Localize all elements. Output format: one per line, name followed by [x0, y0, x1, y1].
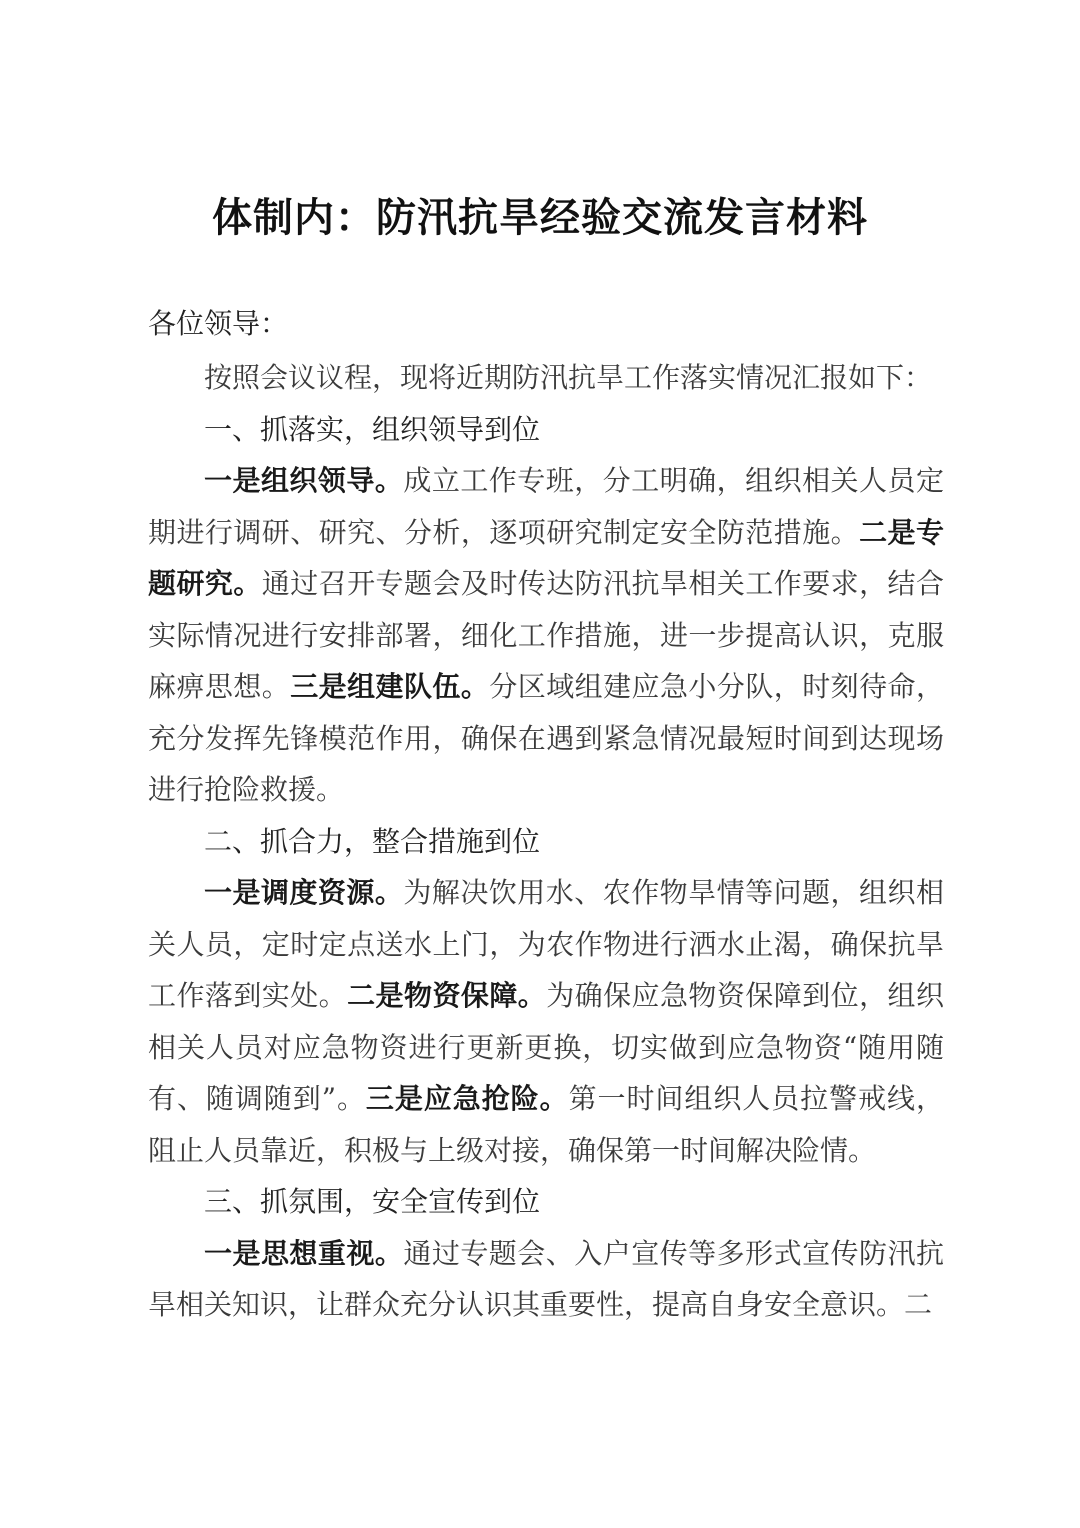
- item-lead: 二是专题研究。: [148, 515, 944, 600]
- section-paragraph: [148, 455, 944, 816]
- item-text: 为确保应急物资保障到位，组织相关人员对应急物资进行更新更换，切实做到应急物资“随用随有、随调随到”。: [148, 979, 944, 1115]
- item-text: 通过召开专题会及时传达防汛抗旱相关工作要求，结合实际情况进行安排部署，细化工作措施，进一步提高认识，克服麻痹思想。: [148, 567, 944, 703]
- section-heading: 三、抓氛围，安全宣传到位: [204, 1185, 541, 1218]
- salutation: 各位领导：: [148, 307, 289, 340]
- section-paragraph: [148, 1228, 944, 1331]
- item-lead: 一是调度资源。: [204, 876, 404, 909]
- document-body: [148, 352, 944, 1331]
- item-lead: 二是物资保障。: [347, 979, 547, 1012]
- item-text: 通过专题会、入户宣传等多形式宣传防汛抗旱相关知识，让群众充分认识其重要性，提高自身安全意识。: [148, 1236, 944, 1321]
- item-text: 为解决饮用水、农作物旱情等问题，组织相关人员，定时定点送水上门，为农作物进行洒水止渴，确保抗旱工作落到实处。: [148, 876, 944, 1012]
- intro-paragraph: 按照会议议程，现将近期防汛抗旱工作落实情况汇报如下：: [204, 361, 933, 394]
- section-heading: 二、抓合力，整合措施到位: [204, 824, 541, 858]
- item-text: 分区域组建应急小分队，时刻待命，充分发挥先锋模范作用，确保在遇到紧急情况最短时间到达现场进行抢险救援。: [148, 670, 944, 806]
- item-text: 第一时间组织人员拉警戒线，阻止人员靠近，积极与上级对接，确保第一时间解决险情。: [148, 1082, 944, 1167]
- item-text: 成立工作专班，分工明确，组织相关人员定期进行调研、研究、分析，逐项研究制定安全防范措施。: [148, 464, 944, 549]
- item-lead: 一是思想重视。: [204, 1236, 404, 1270]
- document-title: 体制内：防汛抗旱经验交流发言材料: [212, 195, 868, 241]
- item-lead: 一是组织领导。: [204, 464, 404, 497]
- item-text-fragment: 二: [904, 1288, 933, 1321]
- item-lead: 三是应急抢险。: [365, 1082, 569, 1115]
- section-paragraph: [148, 867, 944, 1176]
- section-heading: 一、抓落实，组织领导到位: [204, 412, 541, 446]
- item-lead: 三是组建队伍。: [290, 670, 490, 703]
